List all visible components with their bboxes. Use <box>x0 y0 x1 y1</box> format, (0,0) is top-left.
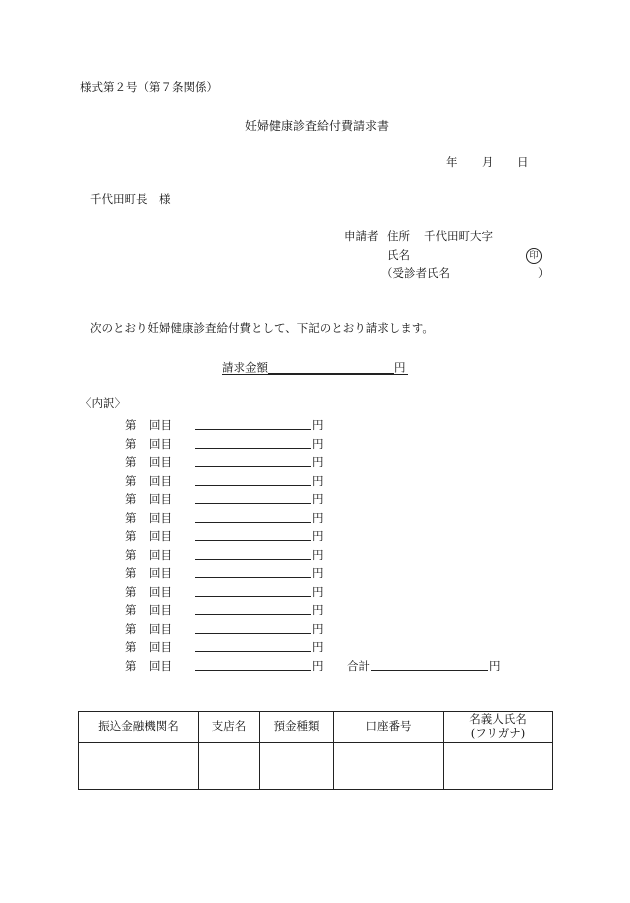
total-yen-label: 円 <box>489 658 501 673</box>
header-bank-name: 振込金融機関名 <box>79 712 199 743</box>
breakdown-row <box>125 473 545 492</box>
yen-label: 円 <box>312 621 324 636</box>
header-branch-name: 支店名 <box>199 712 260 743</box>
page-title: 妊婦健康診査給付費請求書 <box>245 119 390 133</box>
visit-label: 回目 <box>149 473 172 488</box>
account-number-cell[interactable] <box>334 743 444 790</box>
address-label: 住所 <box>387 229 410 243</box>
breakdown-row <box>125 417 545 436</box>
ordinal-label: 第 <box>125 418 137 432</box>
ordinal-label: 第 <box>125 584 137 599</box>
ordinal-label: 第 <box>125 621 137 636</box>
yen-label: 円 <box>312 455 324 469</box>
breakdown-row <box>125 639 545 658</box>
yen-label: 円 <box>312 584 324 599</box>
breakdown-row <box>125 510 545 529</box>
header-account-holder <box>444 712 553 743</box>
examinee-close: ） <box>538 266 550 280</box>
yen-label: 円 <box>312 640 324 654</box>
ordinal-label: 第 <box>125 473 137 488</box>
breakdown-row <box>125 547 545 566</box>
ordinal-label: 第 <box>125 436 137 451</box>
yen-label: 円 <box>312 436 324 451</box>
breakdown-row <box>125 528 545 547</box>
account-type-cell[interactable] <box>260 743 334 790</box>
amount-line[interactable] <box>195 596 311 597</box>
claim-statement: 次のとおり妊婦健康診査給付費として、下記のとおり請求します。 <box>90 321 434 335</box>
yen-label: 円 <box>312 658 324 673</box>
claim-amount-label: 請求金額 <box>222 360 268 375</box>
visit-label: 回目 <box>149 621 172 636</box>
ordinal-label: 第 <box>125 658 137 673</box>
claim-amount-yen: 円 <box>394 360 406 375</box>
ordinal-label: 第 <box>125 566 137 580</box>
breakdown-row <box>125 565 545 584</box>
total-label: 合計 <box>347 658 370 673</box>
amount-line[interactable] <box>195 522 311 523</box>
breakdown-row <box>125 584 545 603</box>
amount-line[interactable] <box>195 614 311 615</box>
header-account-type: 預金種類 <box>260 712 334 743</box>
account-holder-cell[interactable] <box>444 743 553 790</box>
addressee: 千代田町長 様 <box>90 192 171 206</box>
visit-label: 回目 <box>149 584 172 599</box>
amount-line[interactable] <box>195 429 311 430</box>
yen-label: 円 <box>312 492 324 506</box>
visit-label: 回目 <box>149 418 172 432</box>
amount-line[interactable] <box>195 651 311 652</box>
yen-label: 円 <box>312 510 324 525</box>
date-year-label: 年 <box>446 155 458 169</box>
yen-label: 円 <box>312 418 324 432</box>
visit-label: 回目 <box>149 640 172 654</box>
bank-name-cell[interactable] <box>79 743 199 790</box>
visit-label: 回目 <box>149 566 172 580</box>
date-day-label: 日 <box>517 155 529 169</box>
header-account-number: 口座番号 <box>334 712 444 743</box>
breakdown-row <box>125 621 545 640</box>
branch-name-cell[interactable] <box>199 743 260 790</box>
name-label: 氏名 <box>387 248 410 262</box>
ordinal-label: 第 <box>125 492 137 506</box>
ordinal-label: 第 <box>125 510 137 525</box>
amount-line[interactable] <box>195 540 311 541</box>
amount-line[interactable] <box>195 633 311 634</box>
yen-label: 円 <box>312 473 324 488</box>
bank-table-input-row <box>79 743 553 790</box>
ordinal-label: 第 <box>125 547 137 562</box>
header-holder-name: 名義人氏名 <box>469 712 527 727</box>
visit-label: 回目 <box>149 455 172 469</box>
address-value: 千代田町大字 <box>424 229 493 243</box>
visit-label: 回目 <box>149 603 172 617</box>
breakdown-row <box>125 436 545 455</box>
claim-amount-line[interactable] <box>268 361 394 374</box>
amount-line[interactable] <box>195 466 311 467</box>
amount-line[interactable] <box>195 485 311 486</box>
examinee-open: （受診者氏名 <box>381 266 450 280</box>
visit-label: 回目 <box>149 658 172 673</box>
breakdown-heading: 〈内訳〉 <box>80 396 126 410</box>
yen-label: 円 <box>312 547 324 562</box>
visit-label: 回目 <box>149 436 172 451</box>
ordinal-label: 第 <box>125 603 137 617</box>
claim-amount-row <box>222 361 406 374</box>
yen-label: 円 <box>312 529 324 543</box>
breakdown-row <box>125 602 545 621</box>
breakdown-row <box>125 491 545 510</box>
amount-line[interactable] <box>195 670 311 671</box>
seal-mark: 印 <box>526 248 542 264</box>
bank-table-header-row <box>79 712 553 743</box>
breakdown-row-last <box>125 658 545 677</box>
ordinal-label: 第 <box>125 529 137 543</box>
form-number: 様式第２号（第７条関係） <box>80 80 218 94</box>
visit-label: 回目 <box>149 547 172 562</box>
yen-label: 円 <box>312 603 324 617</box>
breakdown-list <box>125 417 545 676</box>
amount-line[interactable] <box>195 559 311 560</box>
ordinal-label: 第 <box>125 640 137 654</box>
amount-line[interactable] <box>195 448 311 449</box>
ordinal-label: 第 <box>125 455 137 469</box>
applicant-label: 申請者 <box>344 229 379 243</box>
header-holder-furigana: (フリガナ) <box>470 726 526 740</box>
total-amount-line[interactable] <box>371 670 488 671</box>
amount-line[interactable] <box>195 577 311 578</box>
yen-label: 円 <box>312 566 324 580</box>
visit-label: 回目 <box>149 492 172 506</box>
claim-underline <box>222 374 408 375</box>
breakdown-row <box>125 454 545 473</box>
amount-line[interactable] <box>195 503 311 504</box>
date-month-label: 月 <box>482 155 494 169</box>
bank-account-table <box>78 711 553 790</box>
visit-label: 回目 <box>149 510 172 525</box>
visit-label: 回目 <box>149 529 172 543</box>
